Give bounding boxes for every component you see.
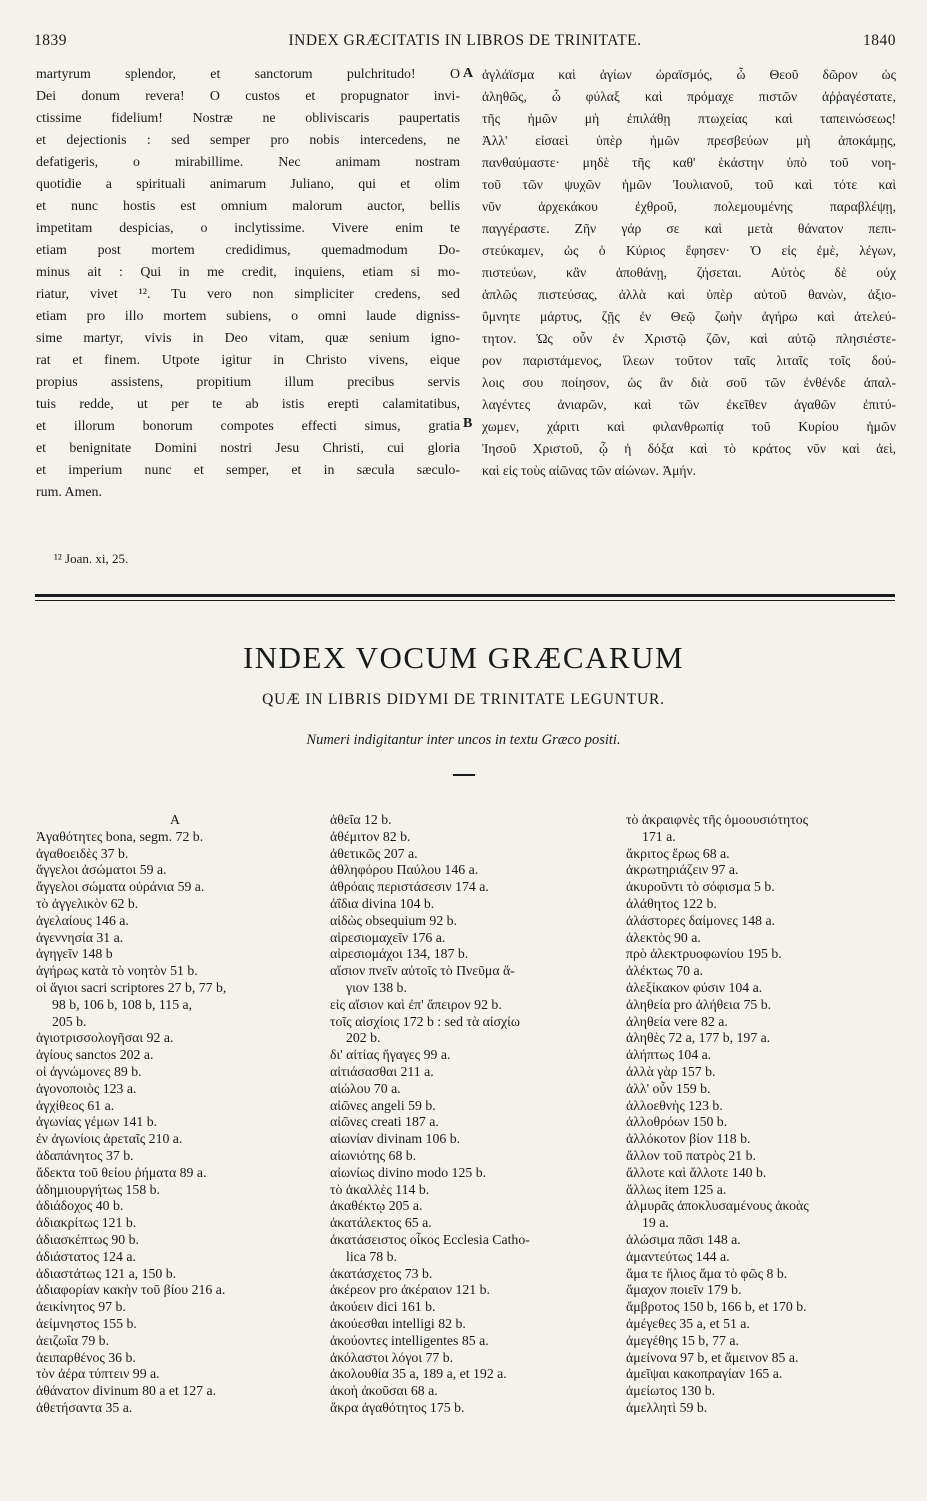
- index-entry: ἀμέγεθες 35 a, et 51 a.: [626, 1315, 750, 1331]
- index-entry: ἀγωνίας γέμων 141 b.: [36, 1114, 158, 1130]
- right-page-number: 1840: [863, 32, 896, 49]
- index-entry: ἁγιοτρισσολογῆσαι 92 a.: [36, 1030, 174, 1046]
- index-entry: τὸ ἀγγελικὸν 62 b.: [36, 895, 139, 911]
- index-column-1: [36, 812, 312, 1417]
- index-entry: ἀγήρως κατὰ τὸ νοητὸν 51 b.: [36, 963, 198, 979]
- title-dash: [453, 774, 475, 776]
- latin-text-line: propius assistens, propitium illum precibus servis: [36, 375, 460, 390]
- index-entry: γιον 138 b.: [346, 979, 407, 995]
- index-entry: αἰτιάσασθαι 211 a.: [330, 1063, 434, 1079]
- index-entry: ἀθέμιτον 82 b.: [330, 828, 411, 844]
- index-entry: ἀμείνονα 97 b, et ἄμεινον 85 a.: [626, 1349, 799, 1365]
- latin-text-line: rat et finem. Utpote igitur in Christo vivens, eique: [36, 353, 460, 368]
- index-entry: ἁλώσιμα πᾶσι 148 a.: [626, 1231, 741, 1247]
- index-entry: ἀθρόαις περιστάσεσιν 174 a.: [330, 879, 489, 895]
- index-entry: ἀκόλαστοι λόγοι 77 b.: [330, 1349, 454, 1365]
- index-entry: εἰς αἴσιον καὶ ἐπ' ἄπειρον 92 b.: [330, 996, 502, 1012]
- latin-text-column: [36, 64, 460, 504]
- index-entry: ἀκατάσειστος οἶκος Ecclesia Catho-: [330, 1231, 530, 1247]
- index-entry: ἀειζωΐα 79 b.: [36, 1332, 110, 1348]
- index-column-3: [626, 812, 896, 1417]
- greek-text-line: χωμεν, χάριτι καὶ φιλανθρωπίᾳ τοῦ Κυρίου ἡμῶν: [482, 419, 896, 434]
- index-entry: ἀδιάστατος 124 a.: [36, 1248, 136, 1264]
- index-entry: ἀδιακρίτως 121 b.: [36, 1215, 137, 1231]
- index-column-2: [330, 812, 612, 1417]
- index-entry: ἀδαπάνητος 37 b.: [36, 1147, 134, 1163]
- index-entry: ἀληθὲς 72 a, 177 b, 197 a.: [626, 1030, 771, 1046]
- index-entry: ἐν ἀγωνίοις ἀρεταῖς 210 a.: [36, 1131, 183, 1147]
- latin-text-line: impetitam despicias, o inclytissime. Vivere enim te: [36, 221, 460, 236]
- index-entry: ἀκούοντες intelligentes 85 a.: [330, 1332, 489, 1348]
- index-entry: ἀλλ' οὖν 159 b.: [626, 1080, 711, 1096]
- index-entry: lica 78 b.: [346, 1248, 397, 1264]
- index-entry: ἀλάστορες δαίμονες 148 a.: [626, 912, 776, 928]
- index-entry: ἀλλοεθνὴς 123 b.: [626, 1097, 723, 1113]
- index-entry: ἀμαντεύτως 144 a.: [626, 1248, 730, 1264]
- greek-text-line: τητον. Ὡς οὖν ἐν Χριστῷ ζῶν, καὶ αὐτῷ πλησιέστε-: [482, 331, 896, 346]
- index-entry: ἀκούειν dici 161 b.: [330, 1299, 436, 1315]
- index-entry: αἱρεσιομαχεῖν 176 a.: [330, 929, 446, 945]
- index-entry: ἄδεκτα τοῦ θείου ῥήματα 89 a.: [36, 1164, 207, 1180]
- index-entry: ἄκρα ἀγαθότητος 175 b.: [330, 1399, 465, 1415]
- latin-text-line: etiam pro illo mortem subiens, o omni laude digniss-: [36, 309, 460, 324]
- greek-text-line: ρον παριστάμενος, ἵλεων τοῦτον ταῖς λιταῖς τοῖς δού-: [482, 353, 896, 368]
- index-entry: ἀλέκτως 70 a.: [626, 963, 704, 979]
- index-letter-heading: A: [170, 812, 180, 827]
- index-entry: αἱρεσιομάχοι 134, 187 b.: [330, 946, 469, 962]
- greek-text-line: ΰμνητε μάρτυς, ζῇς ἐν Θεῷ ζωὴν ἀγήρω καὶ ἀτελεύ-: [482, 309, 896, 324]
- index-entry: αἰωνίως divino modo 125 b.: [330, 1164, 487, 1180]
- index-entry: αἰδὼς obsequium 92 b.: [330, 912, 458, 928]
- greek-text-line: ἀγλάϊσμα καὶ ἁγίων ὡραϊσμός, ὦ Θεοῦ δῶρον ὡς: [482, 67, 896, 82]
- footnote: ¹² Joan. xi, 25.: [54, 551, 129, 566]
- greek-text-line: λαγέντες ἀνιαρῶν, καὶ τῶν ἐκεῖθεν ἀγαθῶν ἐπιτύ-: [482, 397, 896, 412]
- latin-text-line: rum. Amen.: [36, 485, 102, 500]
- index-entry: ἀθεΐα 12 b.: [330, 812, 392, 827]
- index-entry: ἀκούεσθαι intelligi 82 b.: [330, 1315, 466, 1331]
- latin-text-line: et imperium nunc et semper, et in sæcula sæculo-: [36, 463, 460, 478]
- index-entry: ἀδιαστάτως 121 a, 150 b.: [36, 1265, 177, 1281]
- greek-text-line: πανθαύμαστε· μηδὲ τῆς καθ' ἑκάστην ὑπὸ τοῦ νοη-: [482, 155, 896, 170]
- index-entry: ἀγηγεῖν 148 b: [36, 946, 113, 962]
- index-entry: ἀλεκτὸς 90 a.: [626, 929, 701, 945]
- greek-text-line: πιστεύων, κἂν ἀποθάνῃ, ζήσεται. Αὐτὸς δὲ οὐχ: [482, 265, 896, 280]
- index-entry: αἰώλου 70 a.: [330, 1080, 401, 1096]
- index-entry: οἱ ἀγνώμονες 89 b.: [36, 1063, 142, 1079]
- index-entry: αἰωνιότης 68 b.: [330, 1147, 417, 1163]
- index-entry: ἀδιάδοχος 40 b.: [36, 1198, 124, 1214]
- latin-text-line: defatigeris, o mirabillime. Nec animam nostram: [36, 155, 460, 170]
- index-entry: ἀθετικῶς 207 a.: [330, 845, 418, 861]
- index-entry: ἀγελαίους 146 a.: [36, 912, 129, 928]
- index-entry: ἀθληφόρου Παύλου 146 a.: [330, 862, 479, 878]
- greek-text-line: στεύκαμεν, ὡς ὁ Κύριος ἔφησεν· Ὁ εἰς ἐμὲ, λέγων,: [482, 243, 896, 258]
- greek-text-line: Ἀλλ' εἰσαεὶ ὑπὲρ ἡμῶν πρεσβεύων μὴ ἀποκάμῃς,: [482, 133, 896, 148]
- index-entry: ἀΐδια divina 104 b.: [330, 895, 435, 911]
- index-entry: ἄκριτος ἔρως 68 a.: [626, 845, 730, 861]
- latin-text-line: ctissime fidelium! Nostræ ne obliviscaris paupertatis: [36, 111, 460, 126]
- greek-text-line: νῦν ἀρχεκάκου ἐχθροῦ, πολεμουμένης παραβλέψῃ,: [482, 199, 896, 214]
- greek-text-line: καὶ εἰς τοὺς αἰῶνας τῶν αἰώνων. Ἀμήν.: [482, 463, 697, 478]
- column-marker-a: A: [463, 66, 474, 81]
- latin-text-line: riatur, vivet ¹². Tu vero non simpliciter credens, sed: [36, 287, 460, 302]
- greek-text-line: τῆς ἡμῶν μὴ ἐπιλάθῃ πτωχείας καὶ ταπεινώσεως!: [482, 111, 896, 126]
- index-entry: πρὸ ἀλεκτρυοφωνίου 195 b.: [626, 946, 782, 962]
- greek-text-line: ἁπλῶς πιστεύσας, ἀλλὰ καὶ ὑπὲρ αὐτοῦ θανὼν, ἀξιο-: [482, 287, 896, 302]
- index-entry: 98 b, 106 b, 108 b, 115 a,: [52, 996, 193, 1012]
- index-entry: τὸ ἀκραιφνὲς τῆς ὁμοουσιότητος: [626, 812, 809, 827]
- index-entry: ἀδιασκέπτως 90 b.: [36, 1231, 139, 1247]
- index-entry: ἁλμυρᾶς ἀποκλυσαμένους ἀκοὰς: [626, 1198, 809, 1214]
- index-entry: ἁγίους sanctos 202 a.: [36, 1047, 154, 1063]
- index-entry: ἀλήπτως 104 a.: [626, 1047, 712, 1063]
- index-entry: ἀειπαρθένος 36 b.: [36, 1349, 136, 1365]
- index-entry: ἀγχίθεος 61 a.: [36, 1097, 115, 1113]
- index-entry: 202 b.: [346, 1030, 381, 1046]
- index-entry: 205 b.: [52, 1013, 87, 1029]
- index-entry: ἀείμνηστος 155 b.: [36, 1315, 137, 1331]
- index-entry: ἀκατάλεκτος 65 a.: [330, 1215, 432, 1231]
- index-entry: 171 a.: [642, 828, 676, 844]
- index-entry: ἄλλως item 125 a.: [626, 1181, 727, 1197]
- index-entry: ἀκυροῦντι τὸ σόφισμα 5 b.: [626, 879, 775, 895]
- index-entry: δι' αἰτίας ἤγαγες 99 a.: [330, 1047, 451, 1063]
- section-rule-thick: [35, 594, 895, 597]
- running-title: INDEX GRÆCITATIS IN LIBROS DE TRINITATE.: [288, 32, 642, 49]
- index-entry: ἀκοὴ ἀκοῦσαι 68 a.: [330, 1383, 438, 1399]
- latin-text-line: quotidie a spirituali animarum Juliano, qui et olim: [36, 177, 460, 192]
- index-entry: ἄλλοτε καὶ ἄλλοτε 140 b.: [626, 1164, 767, 1180]
- index-entry: ἀμεῖψαι κακοπραγίαν 165 a.: [626, 1366, 783, 1382]
- latin-text-line: martyrum splendor, et sanctorum pulchritudo! O: [36, 67, 460, 82]
- index-entry: ἁγονοποιὸς 123 a.: [36, 1080, 137, 1096]
- index-entry: ἀμείωτος 130 b.: [626, 1383, 716, 1399]
- index-entry: τὸ ἀκαλλὲς 114 b.: [330, 1181, 430, 1197]
- index-entry: ἀκαθέκτῳ 205 a.: [330, 1198, 423, 1214]
- index-entry: ἀεικίνητος 97 b.: [36, 1299, 126, 1315]
- latin-text-line: et nunc hostis est omnium malorum auctor, bellis: [36, 199, 460, 214]
- greek-text-column: [482, 64, 896, 482]
- index-entry: Ἀγαθότητες bona, segm. 72 b.: [36, 828, 204, 844]
- index-entry: οἱ ἅγιοι sacri scriptores 27 b, 77 b,: [36, 979, 227, 995]
- latin-text-line: Dei donum revera! O custos et propugnator invi-: [36, 89, 460, 104]
- index-entry: τὸν ἀέρα τύπτειν 99 a.: [36, 1366, 160, 1382]
- index-entry: τοῖς αἰσχίοις 172 b : sed τὰ αἰσχίω: [330, 1013, 520, 1029]
- index-entry: αἰωνίαν divinam 106 b.: [330, 1131, 461, 1147]
- index-entry: ἀγεννησία 31 a.: [36, 929, 124, 945]
- greek-text-line: Ἰησοῦ Χριστοῦ, ᾧ ἡ δόξα καὶ τὸ κράτος νῦν καὶ ἀεὶ,: [482, 441, 896, 456]
- latin-text-line: minus ait : Qui in me credit, inquiens, etiam si mo-: [36, 265, 460, 280]
- index-entry: ἀμελλητὶ 59 b.: [626, 1399, 708, 1415]
- index-entry: ἀλλὰ γὰρ 157 b.: [626, 1063, 716, 1079]
- column-marker-b: B: [463, 416, 473, 431]
- running-header: [34, 32, 896, 56]
- index-title: INDEX VOCUM GRÆCARUM: [242, 640, 685, 675]
- greek-text-line: παγγέραστε. Ζῆν γάρ σε καὶ μετὰ θάνατον πεπι-: [482, 221, 896, 236]
- index-entry: ἀθετήσαντα 35 a.: [36, 1399, 133, 1415]
- index-entry: ἀκολουθία 35 a, 189 a, et 192 a.: [330, 1366, 507, 1382]
- index-entry: ἄγγελοι ἀσώματοι 59 a.: [36, 862, 167, 878]
- index-entry: ἀκρωτηριάζειν 97 a.: [626, 862, 739, 878]
- index-entry: ἀθάνατον divinum 80 a et 127 a.: [36, 1383, 217, 1399]
- greek-text-line: λοις σου ποίησον, ὡς ἂν διὰ σοῦ τῶν ἐνθένδε ἀπαλ-: [482, 375, 896, 390]
- index-entry: ἀληθεία pro ἀλήθεια 75 b.: [626, 996, 772, 1012]
- latin-text-line: et illorum bonorum compotes effecti simus, gratia: [36, 419, 460, 434]
- index-entry: ἀκέρεον pro ἀκέραιον 121 b.: [330, 1282, 490, 1298]
- index-entry: ἄγγελοι σώματα οὐράνια 59 a.: [36, 879, 205, 895]
- index-entry: ἀλάθητος 122 b.: [626, 895, 717, 911]
- index-entry: ἀδιαφορίαν κακὴν τοῦ βίου 216 a.: [36, 1282, 226, 1298]
- greek-text-line: τοῦ τῶν ψυχῶν ἡμῶν Ἰουλιανοῦ, τοῦ καὶ τότε καὶ: [482, 177, 896, 192]
- index-entry: ἀλλόκοτον βίον 118 b.: [626, 1131, 751, 1147]
- latin-text-line: et dejectionis : sed semper pro nobis intercedens, ne: [36, 133, 460, 148]
- index-entry: ἄμβροτος 150 b, 166 b, et 170 b.: [626, 1299, 807, 1315]
- latin-text-line: sime martyr, vivis in Deo vitam, quæ senium igno-: [36, 331, 460, 346]
- index-entry: ἄλλον τοῦ πατρὸς 21 b.: [626, 1147, 756, 1163]
- section-rule-thin: [35, 600, 895, 601]
- index-entry: αἰῶνες angeli 59 b.: [330, 1097, 436, 1113]
- index-entry: ἀλλοθρόων 150 b.: [626, 1114, 728, 1130]
- latin-text-line: etiam post mortem credidimus, quemadmodum Do-: [36, 243, 460, 258]
- index-subtitle: QUÆ IN LIBRIS DIDYMI DE TRINITATE LEGUNTUR.: [262, 691, 665, 708]
- index-entry: ἀδημιουργήτως 158 b.: [36, 1181, 161, 1197]
- index-entry: ἀγαθοειδὲς 37 b.: [36, 845, 129, 861]
- index-entry: ἀληθεία vere 82 a.: [626, 1013, 728, 1029]
- greek-text-line: ἀληθῶς, ὦ φύλαξ καὶ πρόμαχε πιστῶν ἀῤῥαγέστατε,: [482, 89, 896, 104]
- index-note: Numeri indigitantur inter uncos in textu Græco positi.: [306, 732, 621, 748]
- index-entry: ἀμεγέθης 15 b, 77 a.: [626, 1332, 739, 1348]
- latin-text-line: et benignitate Domini nostri Jesu Christi, cui gloria: [36, 441, 460, 456]
- index-entry: 19 a.: [642, 1215, 669, 1231]
- left-page-number: 1839: [34, 32, 67, 49]
- index-entry: αἴσιον πνεῖν αὐτοῖς τὸ Πνεῦμα ἅ-: [330, 963, 515, 979]
- latin-text-line: tuis redde, ut per te ab istis erepti calamitatibus,: [36, 397, 460, 412]
- index-entry: ἀλεξίκακον φύσιν 104 a.: [626, 979, 763, 995]
- index-entry: ἅμα τε ἥλιος ἅμα τὸ φῶς 8 b.: [626, 1265, 788, 1281]
- index-entry: ἄμαχον ποιεῖν 179 b.: [626, 1282, 742, 1298]
- index-entry: ἀκατάσχετος 73 b.: [330, 1265, 433, 1281]
- index-entry: αἰῶνες creati 187 a.: [330, 1114, 439, 1130]
